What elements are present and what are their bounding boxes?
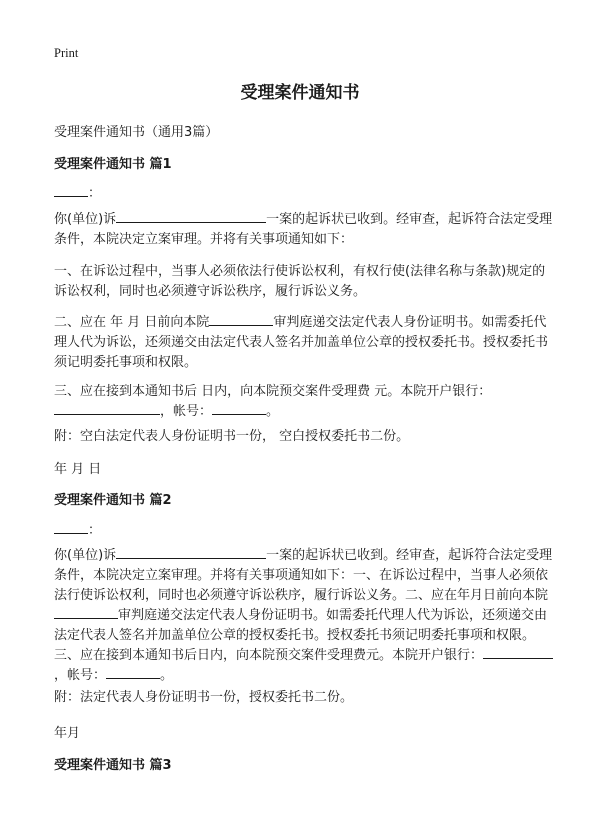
page-title: 受理案件通知书 bbox=[240, 83, 360, 103]
p1-body-b: 审判庭递交法定代表人身份证明书。如需委托代理人代为诉讼，还须递交由法定代表人签名并加盖单位公章的授权委托书。授权委托书须记明委托事项和权限。三、应在接到本通知书后日内，向本院预交案件受理费元。本院开户银行： bbox=[54, 608, 548, 663]
section-1-heading: 受理案件通知书 篇1 bbox=[54, 157, 172, 172]
p1-account-label: ，帐号： bbox=[54, 668, 107, 683]
document-subtitle: 受理案件通知书（通用3篇） bbox=[54, 125, 219, 140]
section-2-heading: 受理案件通知书 篇2 bbox=[54, 493, 172, 508]
p3-lead: 二、应在 年 月 日前向本院 bbox=[54, 315, 210, 330]
section-2-date: 年月 bbox=[54, 726, 81, 741]
p1-body-a: 一案的起诉状已收到。经审查，起诉符合法定受理条件，本院决定立案审理。并将有关事项通知如下：一、在诉讼过程中，当事人必须依法行使诉讼权利，同时也必须遵守诉讼秩序，履行诉讼义务。二、应在年月日前向本院 bbox=[54, 548, 553, 603]
section-1-addressee bbox=[54, 182, 101, 201]
section-1-attachment: 附：空白法定代表人身份证明书一份， 空白授权委托书二份。 bbox=[54, 429, 410, 444]
section-1-paragraph-1 bbox=[54, 210, 554, 250]
addressee-colon: ： bbox=[88, 186, 102, 201]
section-1-date: 年 月 日 bbox=[54, 462, 102, 477]
p4-account-label: ，帐号： bbox=[160, 404, 213, 419]
bank-blank bbox=[54, 402, 160, 415]
court-blank bbox=[209, 313, 273, 326]
court-blank bbox=[54, 606, 118, 619]
section-2-paragraph-1 bbox=[54, 546, 554, 686]
addressee-blank bbox=[54, 184, 88, 197]
section-2-addressee bbox=[54, 519, 101, 538]
addressee-colon: ： bbox=[88, 523, 102, 538]
plaintiff-blank bbox=[116, 210, 266, 223]
account-blank bbox=[106, 666, 160, 679]
section-1-paragraph-4 bbox=[54, 382, 554, 422]
section-2-attachment: 附：法定代表人身份证明书一份，授权委托书二份。 bbox=[54, 690, 354, 705]
print-label[interactable]: Print bbox=[54, 46, 79, 60]
account-blank bbox=[212, 402, 266, 415]
p1-lead: 你(单位)诉 bbox=[54, 212, 117, 227]
p4-end: 。 bbox=[266, 404, 280, 419]
p1-lead: 你(单位)诉 bbox=[54, 548, 117, 563]
section-3-heading: 受理案件通知书 篇3 bbox=[54, 758, 172, 773]
p1-body: 一案的起诉状已收到。经审查，起诉符合法定受理条件，本院决定立案审理。并将有关事项通知如下： bbox=[54, 212, 553, 247]
addressee-blank bbox=[54, 521, 88, 534]
bank-blank bbox=[483, 646, 553, 659]
plaintiff-blank bbox=[116, 546, 266, 559]
section-1-paragraph-3 bbox=[54, 313, 554, 373]
p4-lead: 三、应在接到本通知书后 日内，向本院预交案件受理费 元。本院开户银行： bbox=[54, 384, 492, 399]
p3-body: 审判庭递交法定代表人身份证明书。如需委托代理人代为诉讼，还须递交由法定代表人签名并加盖单位公章的授权委托书。授权委托书须记明委托事项和权限。 bbox=[54, 315, 549, 370]
p1-end: 。 bbox=[160, 668, 174, 683]
section-1-paragraph-2: 一、在诉讼过程中，当事人必须依法行使诉讼权利，有权行使(法律名称与条款)规定的诉讼权利，同时也必须遵守诉讼秩序，履行诉讼义务。 bbox=[54, 264, 546, 299]
